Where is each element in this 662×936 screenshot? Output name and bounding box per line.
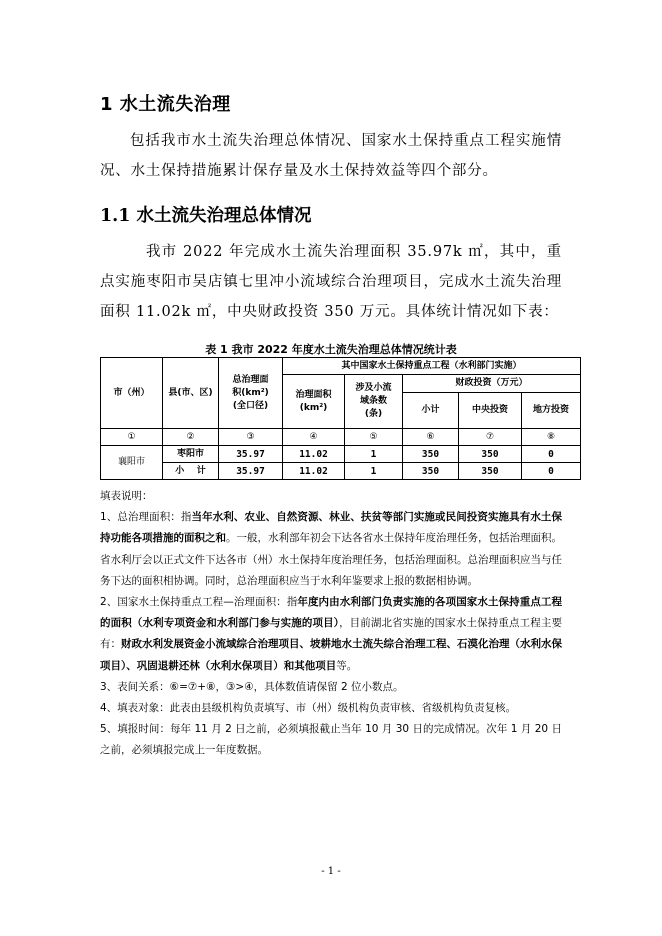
watersheds-cell: 1 [345,463,403,480]
note-emphasis: 当年水利、农业、自然资源、林业、扶贫等部门实施或民间投资实施具有水土保持功能各项措施的面积之和 [100,511,562,545]
note-2 [100,592,562,677]
local-cell: 0 [522,463,581,480]
header-key-project: 其中国家水土保持重点工程（水利部门实施） [283,358,581,375]
intro-paragraph: 包括我市水土流失治理总体情况、国家水土保持重点工程实施情况、水土保持措施累计保存量及水土保持效益等四个部分。 [100,133,562,179]
total-area-cell: 35.97 [219,446,283,463]
note-text: 等。 [336,659,358,672]
total-area-cell: 35.97 [219,463,283,480]
index-cell: ③ [219,429,283,446]
index-cell: ① [101,429,163,446]
table-row [101,463,581,480]
watersheds-cell: 1 [345,446,403,463]
summary-paragraph: 我市 2022 年完成水土流失治理面积 35.97k ㎡，其中，重点实施枣阳市吴店镇七里冲小流域综合治理项目，完成水土流失治理面积 11.02k ㎡，中央财政投资 350 万元。具体统计情况如下表： [100,244,562,320]
note-text: ，目前湖北省实施的国家水土保持重点工程主要有： [100,617,563,651]
table-notes [100,486,562,762]
note-emphasis: 财政水利发展资金小流域综合治理项目、坡耕地水土流失综合治理工程、石漠化治理（水利水保项目）、巩固退耕还林（水利水保项目）和其他项目 [100,638,562,672]
table-row [101,446,581,463]
note-text: 。一般，水利部年初会下达各省水土保持年度治理任务，包括治理面积。省水利厅会以正式文件下达各市（州）水土保持年度治理任务，包括治理面积。总治理面积应当与任务下达的面积相协调。同时，总治理面积应当于水利年鉴要求上报的数据相协调。 [100,532,562,587]
header-central: 中央投资 [459,393,522,429]
header-county: 县(市、区) [163,358,219,429]
index-cell: ⑤ [345,429,403,446]
index-cell: ⑧ [522,429,581,446]
subsection-heading: 1.1 水土流失治理总体情况 [100,206,312,226]
local-cell: 0 [522,446,581,463]
central-cell: 350 [459,463,522,480]
page-number: - 1 - [321,866,341,877]
note-5: 5、填报时间：每年 11 月 2 日之前，必须填报截止当年 10 月 30 日的完成情况。次年 1 月 20 日之前，必须填报完成上一年度数据。 [100,723,562,757]
note-4: 4、填表对象：此表由县级机构负责填写、市（州）级机构负责审核、省级机构负责复核。 [100,702,517,715]
header-city: 市（州） [101,358,163,429]
header-local: 地方投资 [522,393,581,429]
index-cell: ⑦ [459,429,522,446]
note-emphasis: 年度内由水利部门负责实施的各项国家水土保持重点工程的面积（水利专项资金和水利部门参与实施的项目） [100,596,563,630]
header-investment: 财政投资（万元） [403,375,581,393]
index-cell: ④ [283,429,345,446]
county-cell: 小 计 [163,463,219,480]
area-cell: 11.02 [283,446,345,463]
subtotal-cell: 350 [403,446,459,463]
note-text: 1、总治理面积：指 [100,511,192,524]
note-text: 2、国家水土保持重点工程—治理面积：指 [100,596,298,609]
city-cell: 襄阳市 [101,446,163,480]
subtotal-cell: 350 [403,463,459,480]
header-subtotal: 小计 [403,393,459,429]
section-heading: 1 水土流失治理 [100,94,231,115]
note-1 [100,507,562,592]
notes-title: 填表说明： [100,490,153,502]
index-cell: ② [163,429,219,446]
note-3: 3、表间关系：⑥=⑦+⑧，③>④，具体数值请保留 2 位小数点。 [100,680,404,693]
index-cell: ⑥ [403,429,459,446]
header-watersheds: 涉及小流 域条数 (条) [345,375,403,429]
header-area: 治理面积 (km²) [283,375,345,429]
central-cell: 350 [459,446,522,463]
area-cell: 11.02 [283,463,345,480]
table-caption: 表 1 我市 2022 年度水土流失治理总体情况统计表 [205,343,457,356]
statistics-table [100,357,581,480]
county-cell: 枣阳市 [163,446,219,463]
header-total-area: 总治理面 积(km²) (全口径) [219,358,283,429]
